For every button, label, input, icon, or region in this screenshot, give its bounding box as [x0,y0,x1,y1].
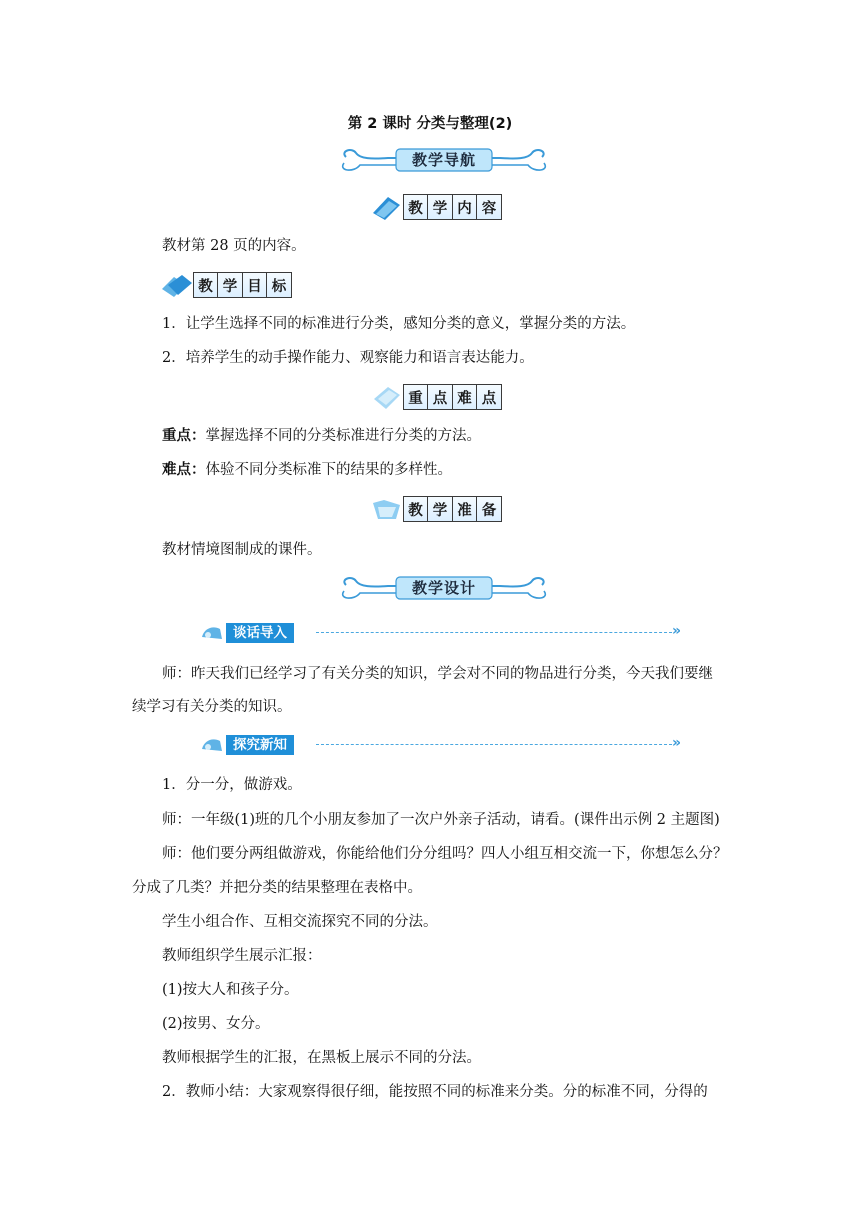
difficult-text: 体验不同分类标准下的结果的多样性。 [205,462,452,478]
heading-teaching-prep [370,494,502,524]
heading-teaching-content [370,192,502,222]
content-text: 教材第 28 页的内容。 [162,238,306,254]
heading-char: 备 [476,496,502,522]
explore-line: 教师根据学生的汇报，在黑板上展示不同的分法。 [162,1050,481,1066]
heading-char: 教 [403,194,429,220]
ribbon-label: 教学设计 [411,579,476,597]
goal-item: 1．让学生选择不同的标准进行分类，感知分类的意义，掌握分类的方法。 [162,316,636,332]
heading-teaching-goals [160,270,292,300]
heading-char: 标 [266,272,292,298]
heading-char: 难 [452,384,478,410]
section-bar-explore [200,734,690,756]
pencil-cup-icon [200,623,224,643]
ribbon-teaching-guide [338,145,550,175]
key-label: 重点： [162,428,206,444]
explore-line: 2．教师小结：大家观察得很仔细，能按照不同的标准来分类。分的标准不同，分得的 [162,1084,708,1100]
explore-line: 师：他们要分两组做游戏，你能给他们分分组吗？四人小组互相交流一下，你想怎么分？ [162,846,728,862]
section-tag: 谈话导入 [226,623,294,643]
explore-line: 1．分一分，做游戏。 [162,777,302,793]
heading-char: 学 [217,272,243,298]
heading-char: 学 [427,194,453,220]
ribbon-label: 教学导航 [411,151,476,169]
intro-paragraph: 续学习有关分类的知识。 [132,699,292,715]
heading-key-points [370,382,502,412]
pencil-cup-icon [200,735,224,755]
heading-char: 容 [476,194,502,220]
heading-char: 学 [427,496,453,522]
notebook-icon [370,383,404,411]
intro-paragraph: 师：昨天我们已经学习了有关分类的知识，学会对不同的物品进行分类，今天我们要继 [162,666,713,682]
goal-item: 2．培养学生的动手操作能力、观察能力和语言表达能力。 [162,350,534,366]
heading-char: 目 [242,272,268,298]
heading-char: 内 [452,194,478,220]
ribbon-teaching-design [338,573,550,603]
heading-char: 重 [403,384,429,410]
heading-char: 准 [452,496,478,522]
prep-text: 教材情境图制成的课件。 [162,542,322,558]
heading-char: 教 [193,272,219,298]
explore-line: 分成了几类？并把分类的结果整理在表格中。 [132,880,422,896]
explore-line: 教师组织学生展示汇报： [162,948,322,964]
difficult-label: 难点： [162,462,206,478]
difficult-point [162,460,452,480]
explore-line: (2)按男、女分。 [162,1016,270,1032]
book-icon [370,193,404,221]
explore-line: 师：一年级(1)班的几个小朋友参加了一次户外亲子活动，请看。(课件出示例 2 主题图) [162,812,720,828]
explore-line: 学生小组合作、互相交流探究不同的分法。 [162,914,438,930]
papers-icon [160,271,194,299]
heading-char: 教 [403,496,429,522]
dashed-divider [316,744,672,745]
section-tag: 探究新知 [226,735,294,755]
key-point [162,426,481,446]
explore-line: (1)按大人和孩子分。 [162,982,299,998]
double-arrow-icon: » [672,623,682,639]
page-title: 第 2 课时 分类与整理(2) [347,116,513,132]
heading-char: 点 [476,384,502,410]
dashed-divider [316,632,672,633]
section-bar-intro [200,622,690,644]
folder-icon [370,495,404,523]
heading-char: 点 [427,384,453,410]
double-arrow-icon: » [672,735,682,751]
key-text: 掌握选择不同的分类标准进行分类的方法。 [205,428,481,444]
